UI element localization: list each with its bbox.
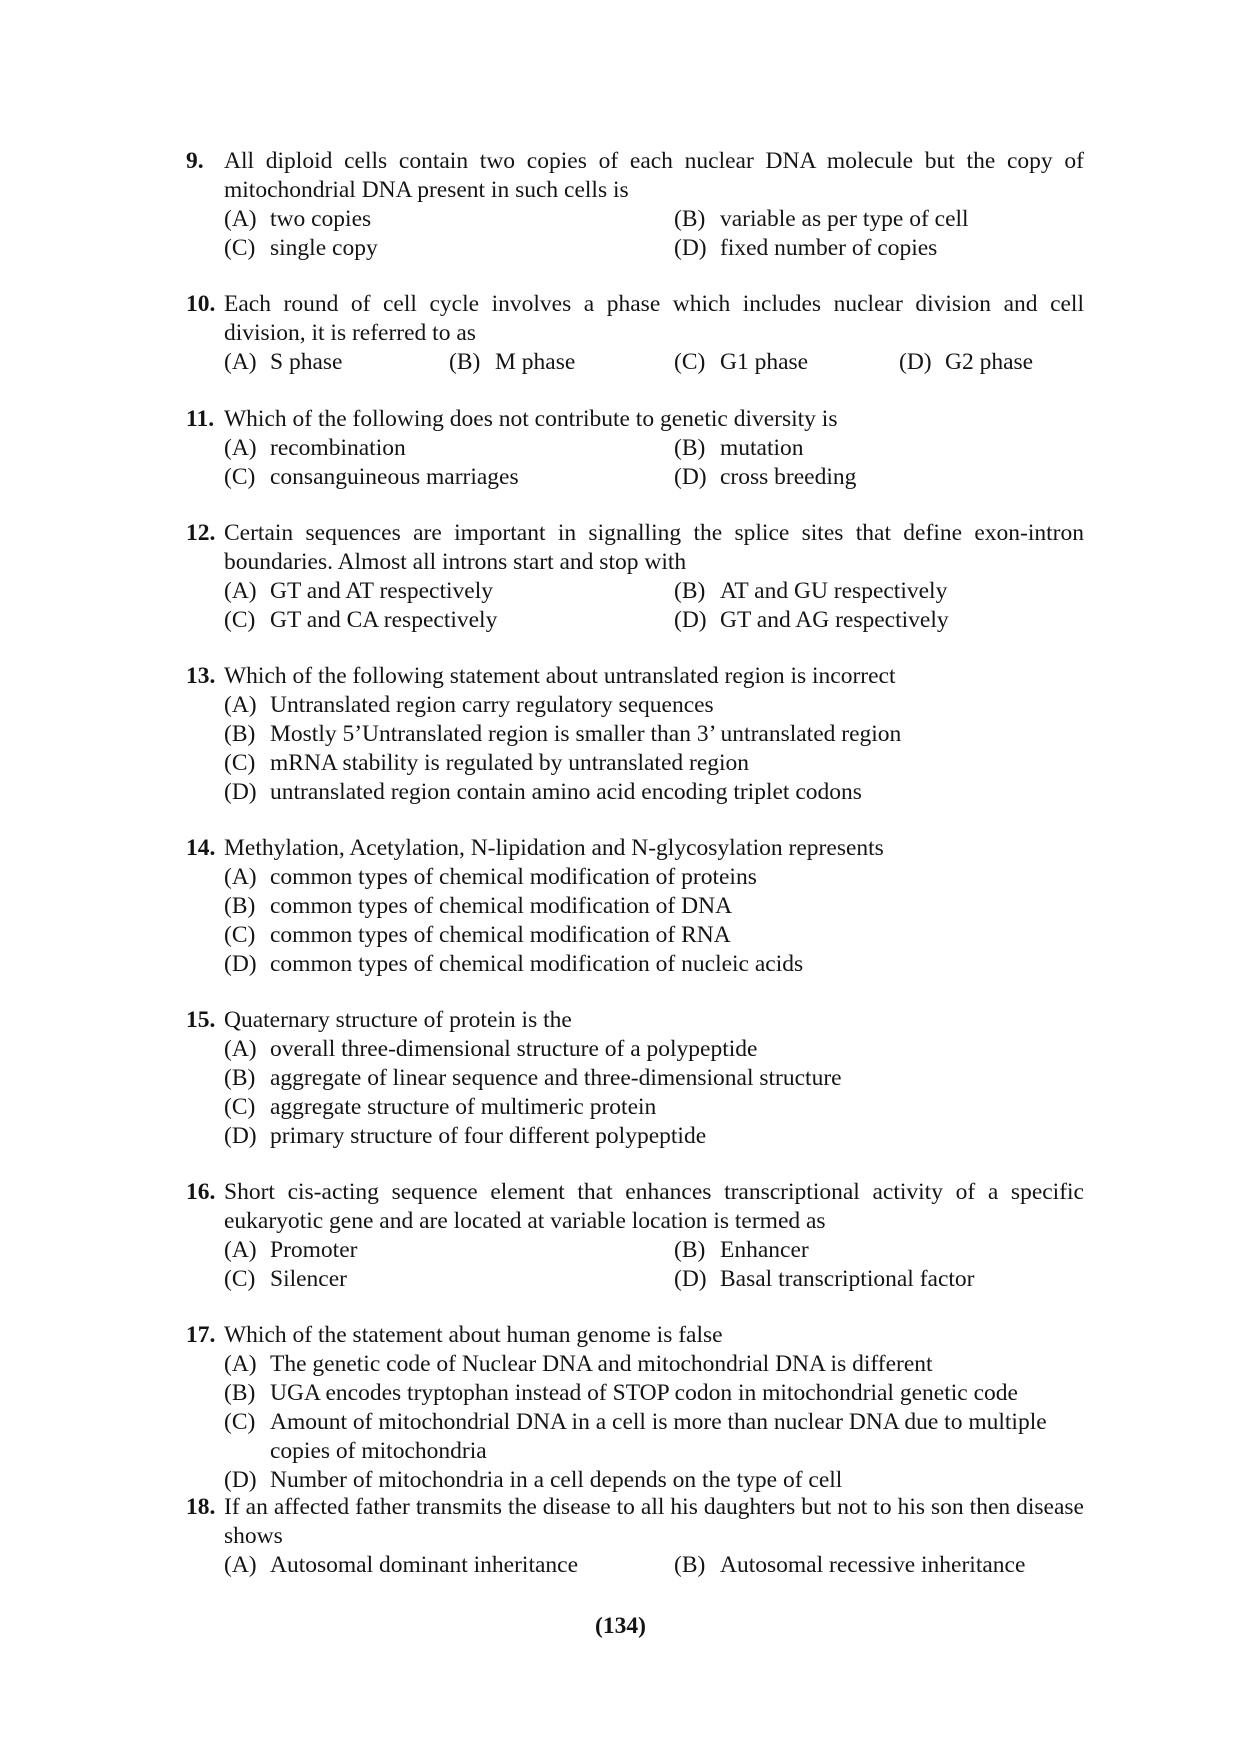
option-a [224,691,1084,720]
options [224,205,1084,263]
option-b [674,205,1084,234]
option-label: (C) [224,1409,256,1435]
option-b [224,1379,1084,1408]
option-b [224,892,1084,921]
option-text: fixed number of copies [720,235,938,261]
question-text: Certain sequences are important in signalling the splice sites that define exon-intron boundaries. Almost all introns start and stop with [224,520,1084,575]
option-text: overall three-dimensional structure of a polypeptide [270,1036,758,1062]
question-17 [186,1321,1084,1495]
option-label: (D) [674,1266,707,1292]
option-text: aggregate structure of multimeric protein [270,1094,657,1120]
option-label: (B) [449,349,481,375]
option-label: (B) [224,893,256,919]
question-text: If an affected father transmits the disease to all his daughters but not to his son then disease shows [224,1494,1084,1549]
option-label: (D) [224,951,257,977]
option-label: (A) [224,1036,257,1062]
option-text: primary structure of four different polypeptide [270,1123,707,1149]
option-d [224,778,1084,807]
question-12 [186,519,1084,635]
option-a [224,1350,1084,1379]
option-label: (A) [224,349,257,375]
options [224,1236,1084,1294]
option-text: Basal transcriptional factor [720,1266,975,1292]
question-text: Which of the following does not contribute to genetic diversity is [224,406,838,432]
option-label: (A) [224,692,257,718]
option-label: (A) [224,578,257,604]
option-c [224,606,674,635]
question-text: Each round of cell cycle involves a phase which includes nuclear division and cell division, it is referred to as [224,291,1084,346]
option-text: common types of chemical modification of RNA [270,922,731,948]
option-label: (C) [224,464,256,490]
question-number: 18. [186,1494,216,1520]
option-d [674,234,1084,263]
question-11 [186,405,1084,492]
option-label: (C) [674,349,706,375]
option-label: (C) [224,922,256,948]
option-d [674,606,1084,635]
option-text: untranslated region contain amino acid encoding triplet codons [270,779,862,805]
question-14 [186,834,1084,979]
option-text: GT and CA respectively [270,607,498,633]
option-d [674,1265,1084,1294]
question-number: 12. [186,520,216,546]
option-text: AT and GU respectively [720,578,948,604]
option-a [224,1035,1084,1064]
question-number: 16. [186,1179,216,1205]
option-text: common types of chemical modification of DNA [270,893,733,919]
option-text: Autosomal recessive inheritance [720,1552,1026,1578]
option-text: mutation [720,435,804,461]
option-b [224,1064,1084,1093]
option-label: (A) [224,864,257,890]
option-text: mRNA stability is regulated by untranslated region [270,750,750,776]
option-text: Untranslated region carry regulatory sequences [270,692,714,718]
option-text: UGA encodes tryptophan instead of STOP codon in mitochondrial genetic code [270,1380,1018,1406]
option-text: GT and AG respectively [720,607,949,633]
option-text: single copy [270,235,378,261]
question-number: 15. [186,1007,216,1033]
option-d [674,463,1084,492]
question-number: 13. [186,663,216,689]
option-label: (B) [674,578,706,604]
option-text: Promoter [270,1237,358,1263]
option-label: (B) [674,435,706,461]
option-text: Silencer [270,1266,347,1292]
option-text: variable as per type of cell [720,206,969,232]
option-label: (D) [224,1123,257,1149]
option-b [674,434,1084,463]
option-text: G2 phase [945,349,1034,375]
option-label: (D) [224,1467,257,1493]
question-18 [186,1493,1084,1580]
option-text: common types of chemical modification of proteins [270,864,757,890]
option-text: Autosomal dominant inheritance [270,1552,579,1578]
option-d [224,1466,1084,1495]
option-a [224,1236,674,1265]
option-text: consanguineous marriages [270,464,519,490]
option-a [224,863,1084,892]
question-15 [186,1006,1084,1151]
option-text: cross breeding [720,464,857,490]
question-text: All diploid cells contain two copies of each nuclear DNA molecule but the copy of mitochondrial DNA present in such cells is [224,148,1084,203]
option-label: (C) [224,1094,256,1120]
option-c [224,1265,674,1294]
option-label: (A) [224,435,257,461]
option-b [674,1236,1084,1265]
page-number: (134) [595,1613,646,1639]
options [224,1035,1084,1151]
option-label: (C) [224,1266,256,1292]
question-text: Methylation, Acetylation, N-lipidation and N-glycosylation represents [224,835,884,861]
option-d [224,1122,1084,1151]
option-b [449,348,674,377]
option-text: recombination [270,435,406,461]
option-c [674,348,899,377]
question-text: Which of the statement about human genome is false [224,1322,723,1348]
question-text: Which of the following statement about untranslated region is incorrect [224,663,896,689]
option-b [674,1551,1084,1580]
option-label: (B) [674,1552,706,1578]
option-a [224,348,449,377]
options [224,691,1084,807]
option-label: (D) [674,464,707,490]
option-a [224,205,674,234]
option-text: two copies [270,206,372,232]
option-text: aggregate of linear sequence and three-dimensional structure [270,1065,842,1091]
question-16 [186,1178,1084,1294]
question-number: 14. [186,835,216,861]
option-c [224,234,674,263]
question-number: 11. [186,406,215,432]
option-text: G1 phase [720,349,809,375]
option-a [224,577,674,606]
option-c [224,1408,1084,1466]
option-d [899,348,1084,377]
option-b [224,720,1084,749]
option-b [674,577,1084,606]
option-label: (C) [224,750,256,776]
option-text: The genetic code of Nuclear DNA and mitochondrial DNA is different [270,1351,933,1377]
question-10 [186,290,1084,377]
option-text: GT and AT respectively [270,578,493,604]
options [224,577,1084,635]
option-label: (A) [224,1351,257,1377]
options [224,434,1084,492]
option-label: (B) [674,1237,706,1263]
option-text: Amount of mitochondrial DNA in a cell is more than nuclear DNA due to multiple copies of mitochondria [270,1409,1047,1464]
option-label: (B) [224,721,256,747]
question-9 [186,147,1084,263]
option-text: Enhancer [720,1237,809,1263]
option-label: (C) [224,607,256,633]
options [224,1350,1084,1495]
question-13 [186,662,1084,807]
option-text: S phase [270,349,343,375]
option-label: (D) [674,607,707,633]
option-label: (D) [224,779,257,805]
option-label: (C) [224,235,256,261]
option-label: (A) [224,206,257,232]
option-a [224,1551,674,1580]
option-text: M phase [495,349,576,375]
option-label: (A) [224,1237,257,1263]
options [224,1551,1084,1580]
question-text: Quaternary structure of protein is the [224,1007,572,1033]
option-c [224,921,1084,950]
option-text: Number of mitochondria in a cell depends on the type of cell [270,1467,843,1493]
question-number: 10. [186,291,216,317]
option-d [224,950,1084,979]
options [224,348,1084,377]
option-text: common types of chemical modification of nucleic acids [270,951,804,977]
question-number: 9. [186,148,204,174]
option-label: (D) [899,349,932,375]
option-label: (B) [224,1065,256,1091]
question-text: Short cis-acting sequence element that enhances transcriptional activity of a specific eukaryotic gene and are located at variable location is termed as [224,1179,1084,1234]
option-label: (B) [224,1380,256,1406]
option-a [224,434,674,463]
option-label: (D) [674,235,707,261]
option-c [224,463,674,492]
option-label: (B) [674,206,706,232]
question-number: 17. [186,1322,216,1348]
option-label: (A) [224,1552,257,1578]
option-text: Mostly 5’Untranslated region is smaller than 3’ untranslated region [270,721,902,747]
option-c [224,749,1084,778]
options [224,863,1084,979]
option-c [224,1093,1084,1122]
